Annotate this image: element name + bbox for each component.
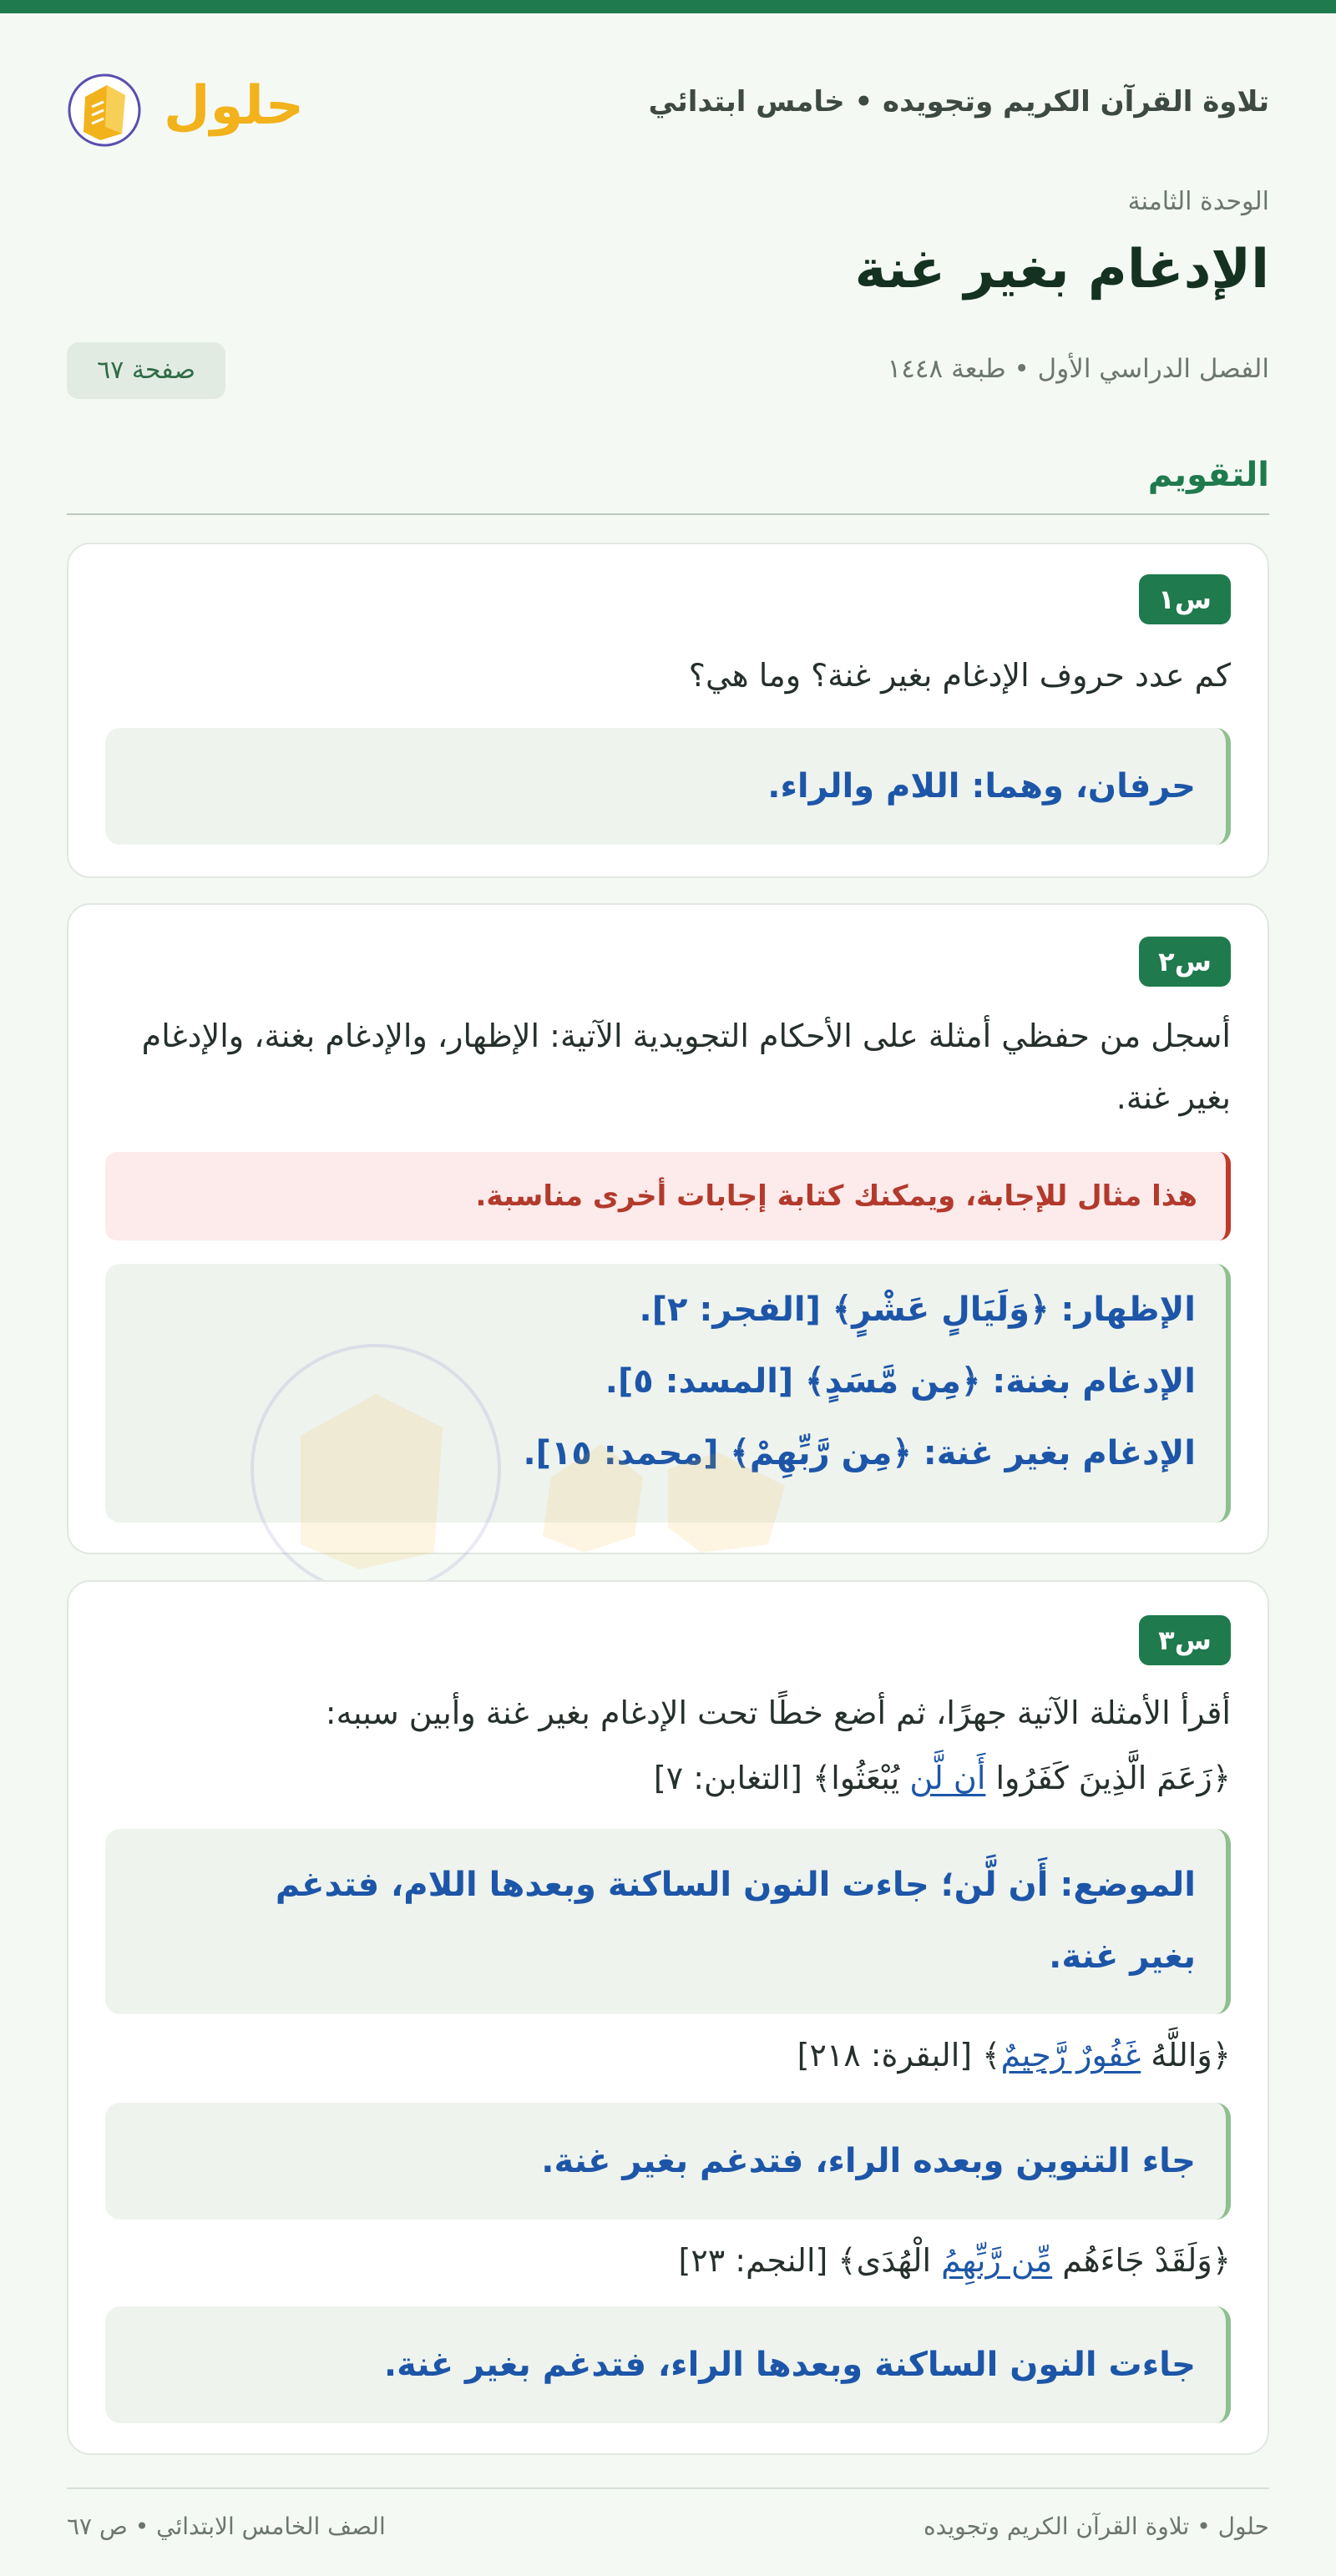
question-badge: س٢	[1139, 937, 1231, 987]
unit-label: الوحدة الثامنة	[1127, 187, 1269, 216]
answer-line: الإدغام بغنة: ﴿مِن مَّسَدٍ﴾ [المسد: ٥].	[605, 1362, 1196, 1401]
page-header	[67, 58, 1269, 150]
answer-text: حرفان، وهما: اللام والراء.	[767, 767, 1196, 806]
answer-box	[105, 1264, 1231, 1523]
answer-line: جاءت النون الساكنة وبعدها الراء، فتدغم بغير غنة.	[383, 2346, 1196, 2384]
term-label: الفصل الدراسي الأول • طبعة ١٤٤٨	[887, 354, 1269, 384]
question-text: كم عدد حروف الإدغام بغير غنة؟ وما هي؟	[688, 657, 1231, 694]
question-text: أقرأ الأمثلة الآتية جهرًا، ثم أضع خطًا تحت الإدغام بغير غنة وأبين سببه:	[325, 1695, 1231, 1731]
section-divider	[67, 513, 1269, 515]
logo	[67, 58, 309, 150]
question-card-1	[67, 543, 1269, 878]
top-accent-bar	[0, 0, 1336, 13]
subject-title: تلاوة القرآن الكريم وتجويده • خامس ابتدائي	[648, 85, 1269, 119]
question-text: أسجل من حفظي أمثلة على الأحكام التجويدية الآتية: الإظهار، والإدغام بغنة، والإدغام بغير غنة.	[141, 1018, 1231, 1116]
question-badge: س١	[1139, 574, 1231, 624]
book-logo-icon	[67, 58, 309, 150]
highlighted-idgham: أَن لَّن	[909, 1760, 986, 1796]
answer-box	[105, 1829, 1231, 2014]
note-box: هذا مثال للإجابة، ويمكنك كتابة إجابات أخرى مناسبة.	[105, 1152, 1231, 1240]
footer-page-info: الصف الخامس الابتدائي • ص ٦٧	[67, 2513, 386, 2540]
footer-source: حلول • تلاوة القرآن الكريم وتجويده	[923, 2513, 1269, 2540]
answer-line: الإدغام بغير غنة: ﴿مِن رَّبِّهِمْ﴾ [محمد: ١٥].	[523, 1434, 1196, 1472]
section-title: التقويم	[1147, 456, 1269, 494]
highlighted-idgham: غَفُورٌ رَّحِيمٌ	[1000, 2037, 1141, 2073]
answer-line: جاء التنوين وبعده الراء، فتدغم بغير غنة.	[541, 2142, 1196, 2180]
answer-line: الموضع: أَن لَّن؛ جاءت النون الساكنة وبعدها اللام، فتدغم	[275, 1866, 1196, 1904]
footer-divider	[67, 2488, 1269, 2489]
verse-example: ﴿زَعَمَ الَّذِينَ كَفَرُوا أَن لَّن يُبْعَثُوا﴾ [التغابن: ٧]	[653, 1760, 1231, 1796]
answer-line: بغير غنة.	[1049, 1937, 1196, 1976]
svg-text:حلول: حلول	[164, 75, 304, 137]
answer-line: الإظهار: ﴿وَلَيَالٍ عَشْرٍ﴾ [الفجر: ٢].	[639, 1291, 1196, 1329]
page-title: الإدغام بغير غنة	[854, 239, 1269, 301]
highlighted-idgham: مِّن رَّبِّهِمُ	[941, 2242, 1053, 2279]
answer-box	[105, 728, 1231, 845]
page-number-badge: صفحة ٦٧	[67, 342, 225, 399]
verse-example: ﴿وَلَقَدْ جَاءَهُم مِّن رَّبِّهِمُ الْهُدَى﴾ [النجم: ٢٣]	[678, 2242, 1231, 2279]
answer-box	[105, 2103, 1231, 2220]
answer-box	[105, 2306, 1231, 2423]
verse-example: ﴿وَاللَّهُ غَفُورٌ رَّحِيمٌ﴾ [البقرة: ٢١٨]	[797, 2037, 1231, 2073]
question-badge: س٣	[1139, 1615, 1231, 1665]
question-card-2	[67, 903, 1269, 1554]
question-card-3	[67, 1580, 1269, 2455]
